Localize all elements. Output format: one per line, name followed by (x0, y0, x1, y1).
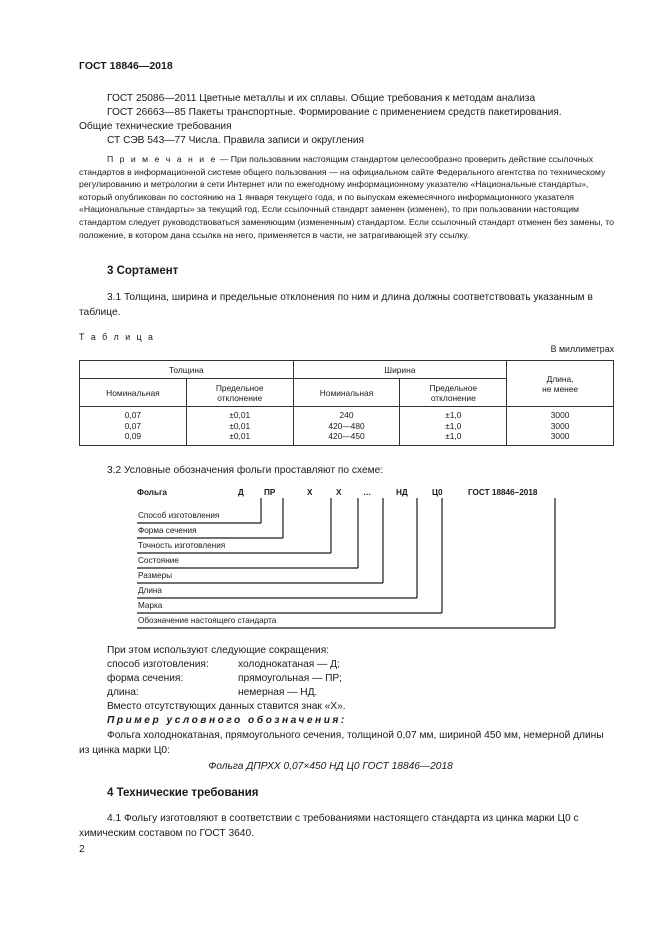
section-3-title: 3 Сортамент (107, 265, 179, 277)
table-cell: 3000 (550, 410, 570, 420)
paragraph-3-1: 3.1 Толщина, ширина и предельные отклонения по ним и длина должны соответствовать указанным в таблице. (79, 292, 593, 318)
scheme-label: Размеры (138, 571, 173, 580)
note-paragraph (79, 153, 614, 241)
scheme-top-label: Фольга (137, 488, 167, 497)
scheme-lines (137, 486, 557, 636)
note-text: — При пользовании настоящим стандартом целесообразно проверить действие ссылочных стандартов в информационной системе общего пользования — на официальном сайте Федерального агентства по техническому регулированию и метрологии в сети Интернет или по ежегодному информационному указателю «Национальные стандарты», который опубликован по состоянию на 1 января текущего года, и по выпускам ежемесячного информационного указателя «Национальные стандарты» за текущий год. Если ссылочный стандарт заменен (изменен), то при пользовании настоящим стандартом следует руководствоваться заменяющим (измененным) стандартом. Если ссылочный стандарт отменен без замены, то положение, в котором дана ссылка на него, применяется в части, не затрагивающей эту ссылку. (79, 154, 614, 240)
col-length (507, 407, 614, 446)
section-4-title: 4 Технические требования (107, 787, 259, 799)
th-width: Ширина (293, 361, 507, 379)
table-cell: 420—450 (328, 431, 365, 441)
abbr-value: немерная — НД. (238, 687, 318, 698)
table-cell: ±1,0 (445, 420, 462, 431)
missing-data-note: Вместо отсутствующих данных ставится знак «Х». (107, 701, 346, 712)
example-designation: Фольга ДПРХХ 0,07×450 НД Ц0 ГОСТ 18846—2018 (208, 761, 453, 772)
table-cell: 3000 (550, 420, 570, 431)
scheme-label: Способ изготовления (138, 511, 220, 520)
abbr-key: форма сечения: (107, 673, 184, 684)
abbr-value: прямоугольная — ПР; (238, 673, 342, 684)
scheme-label: Форма сечения (138, 526, 197, 535)
col-width-deviation (400, 407, 507, 446)
scheme-top-standard: ГОСТ 18846–2018 (468, 488, 538, 497)
table-cell: 240 (339, 410, 354, 420)
example-text: Фольга холоднокатаная, прямоугольного сечения, толщиной 0,07 мм, шириной 450 мм, немерной длины из цинка марки Ц0: (79, 730, 604, 756)
th-width-nominal: Номинальная (293, 379, 400, 407)
table-cell: 0,07 (124, 410, 142, 420)
scheme-label: Длина (138, 586, 162, 595)
table-cell: 3000 (550, 431, 570, 441)
abbr-key: способ изготовления: (107, 659, 209, 670)
table-cell: 0,09 (124, 431, 142, 441)
table-cell: ±0,01 (229, 431, 251, 441)
table-cell: 420—480 (328, 420, 365, 431)
table-units: В миллиметрах (550, 344, 614, 354)
scheme-label: Марка (138, 601, 163, 610)
th-thickness: Толщина (80, 361, 294, 379)
table-body (80, 407, 614, 446)
scheme-top-code: Х (307, 488, 313, 497)
abbreviations-intro: При этом используют следующие сокращения: (107, 645, 330, 656)
note-label: П р и м е ч а н и е (107, 154, 218, 164)
table-cell: ±0,01 (229, 410, 251, 420)
col-width-nominal (293, 407, 400, 446)
th-length: Длина, не менее (507, 361, 614, 407)
paragraph-3-2: 3.2 Условные обозначения фольги проставляют по схеме: (107, 465, 384, 476)
scheme-label: Состояние (138, 556, 179, 565)
example-label: Пример условного обозначения: (107, 715, 347, 726)
table-label: Т а б л и ц а (79, 332, 155, 342)
scheme-top-code: ПР (264, 488, 276, 497)
scheme-top-code: Ц0 (432, 488, 443, 497)
table-cell: ±1,0 (445, 410, 462, 420)
reference-line: ГОСТ 25086—2011 Цветные металлы и их сплавы. Общие требования к методам анализа (107, 93, 536, 104)
document-header: ГОСТ 18846—2018 (79, 60, 173, 72)
reference-line: ГОСТ 26663—85 Пакеты транспортные. Формирование с применением средств пакетирования. (107, 107, 562, 118)
table-cell: 0,07 (124, 420, 142, 431)
abbr-value: холоднокатаная — Д; (238, 659, 340, 670)
th-thickness-nominal: Номинальная (80, 379, 187, 407)
page-number: 2 (79, 843, 85, 855)
designation-scheme (137, 486, 557, 636)
scheme-top-code: Д (238, 488, 244, 497)
col-thickness-nominal (80, 407, 187, 446)
table-cell: ±1,0 (445, 431, 462, 441)
reference-line: СТ СЭВ 543—77 Числа. Правила записи и округления (107, 135, 365, 146)
scheme-top-code: … (363, 488, 372, 497)
scheme-top-code: НД (396, 488, 408, 497)
col-thickness-deviation (186, 407, 293, 446)
scheme-label: Точность изготовления (138, 541, 226, 550)
scheme-label: Обозначение настоящего стандарта (138, 616, 277, 625)
table-cell: ±0,01 (229, 420, 251, 431)
scheme-top-code: Х (336, 488, 342, 497)
reference-line: Общие технические требования (79, 121, 232, 132)
th-thickness-deviation: Предельное отклонение (186, 379, 293, 407)
th-width-deviation: Предельное отклонение (400, 379, 507, 407)
abbr-key: длина: (107, 687, 139, 698)
dimensions-table (79, 360, 614, 446)
paragraph-4-1: 4.1 Фольгу изготовляют в соответствии с требованиями настоящего стандарта из цинка марки Ц0 с химическим составом по ГОСТ 3640. (79, 813, 579, 839)
